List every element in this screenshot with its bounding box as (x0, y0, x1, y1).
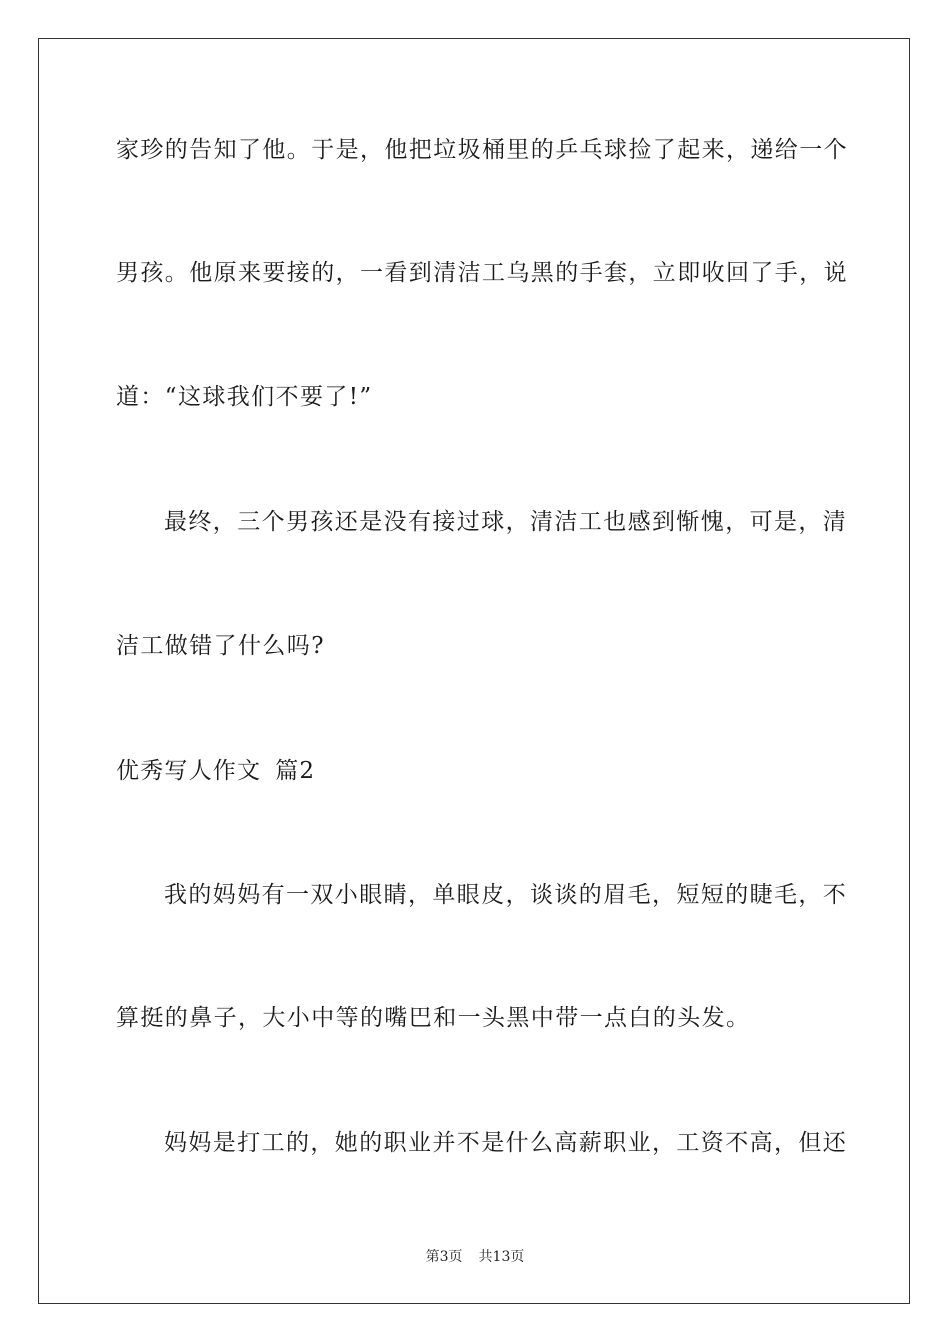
paragraph-line: 男孩。他原来要接的，一看到清洁工乌黑的手套，立即收回了手，说 (116, 260, 848, 286)
section-heading (116, 756, 315, 786)
page-number: 第3页 (425, 1249, 463, 1265)
page-footer (0, 1248, 950, 1266)
paragraph-line: 洁工做错了什么吗? (116, 633, 325, 659)
page-border (38, 38, 910, 1304)
paragraph-line: 家珍的告知了他。于是，他把垃圾桶里的乒乓球捡了起来，递给一个 (116, 137, 848, 163)
paragraph-line: 算挺的鼻子，大小中等的嘴巴和一头黑中带一点白的头发。 (116, 1005, 751, 1031)
section-heading-part: 篇2 (275, 758, 316, 784)
page-total: 共13页 (478, 1249, 525, 1265)
paragraph-line: 妈妈是打工的，她的职业并不是什么高薪职业，工资不高，但还 (164, 1130, 848, 1156)
paragraph-line: 最终，三个男孩还是没有接过球，清洁工也感到惭愧，可是，清 (164, 509, 848, 535)
paragraph-line: 我的妈妈有一双小眼睛，单眼皮，谈谈的眉毛，短短的睫毛，不 (164, 882, 848, 908)
section-heading-title: 优秀写人作文 (116, 758, 262, 784)
paragraph-line: 道：“这球我们不要了!” (116, 384, 373, 410)
